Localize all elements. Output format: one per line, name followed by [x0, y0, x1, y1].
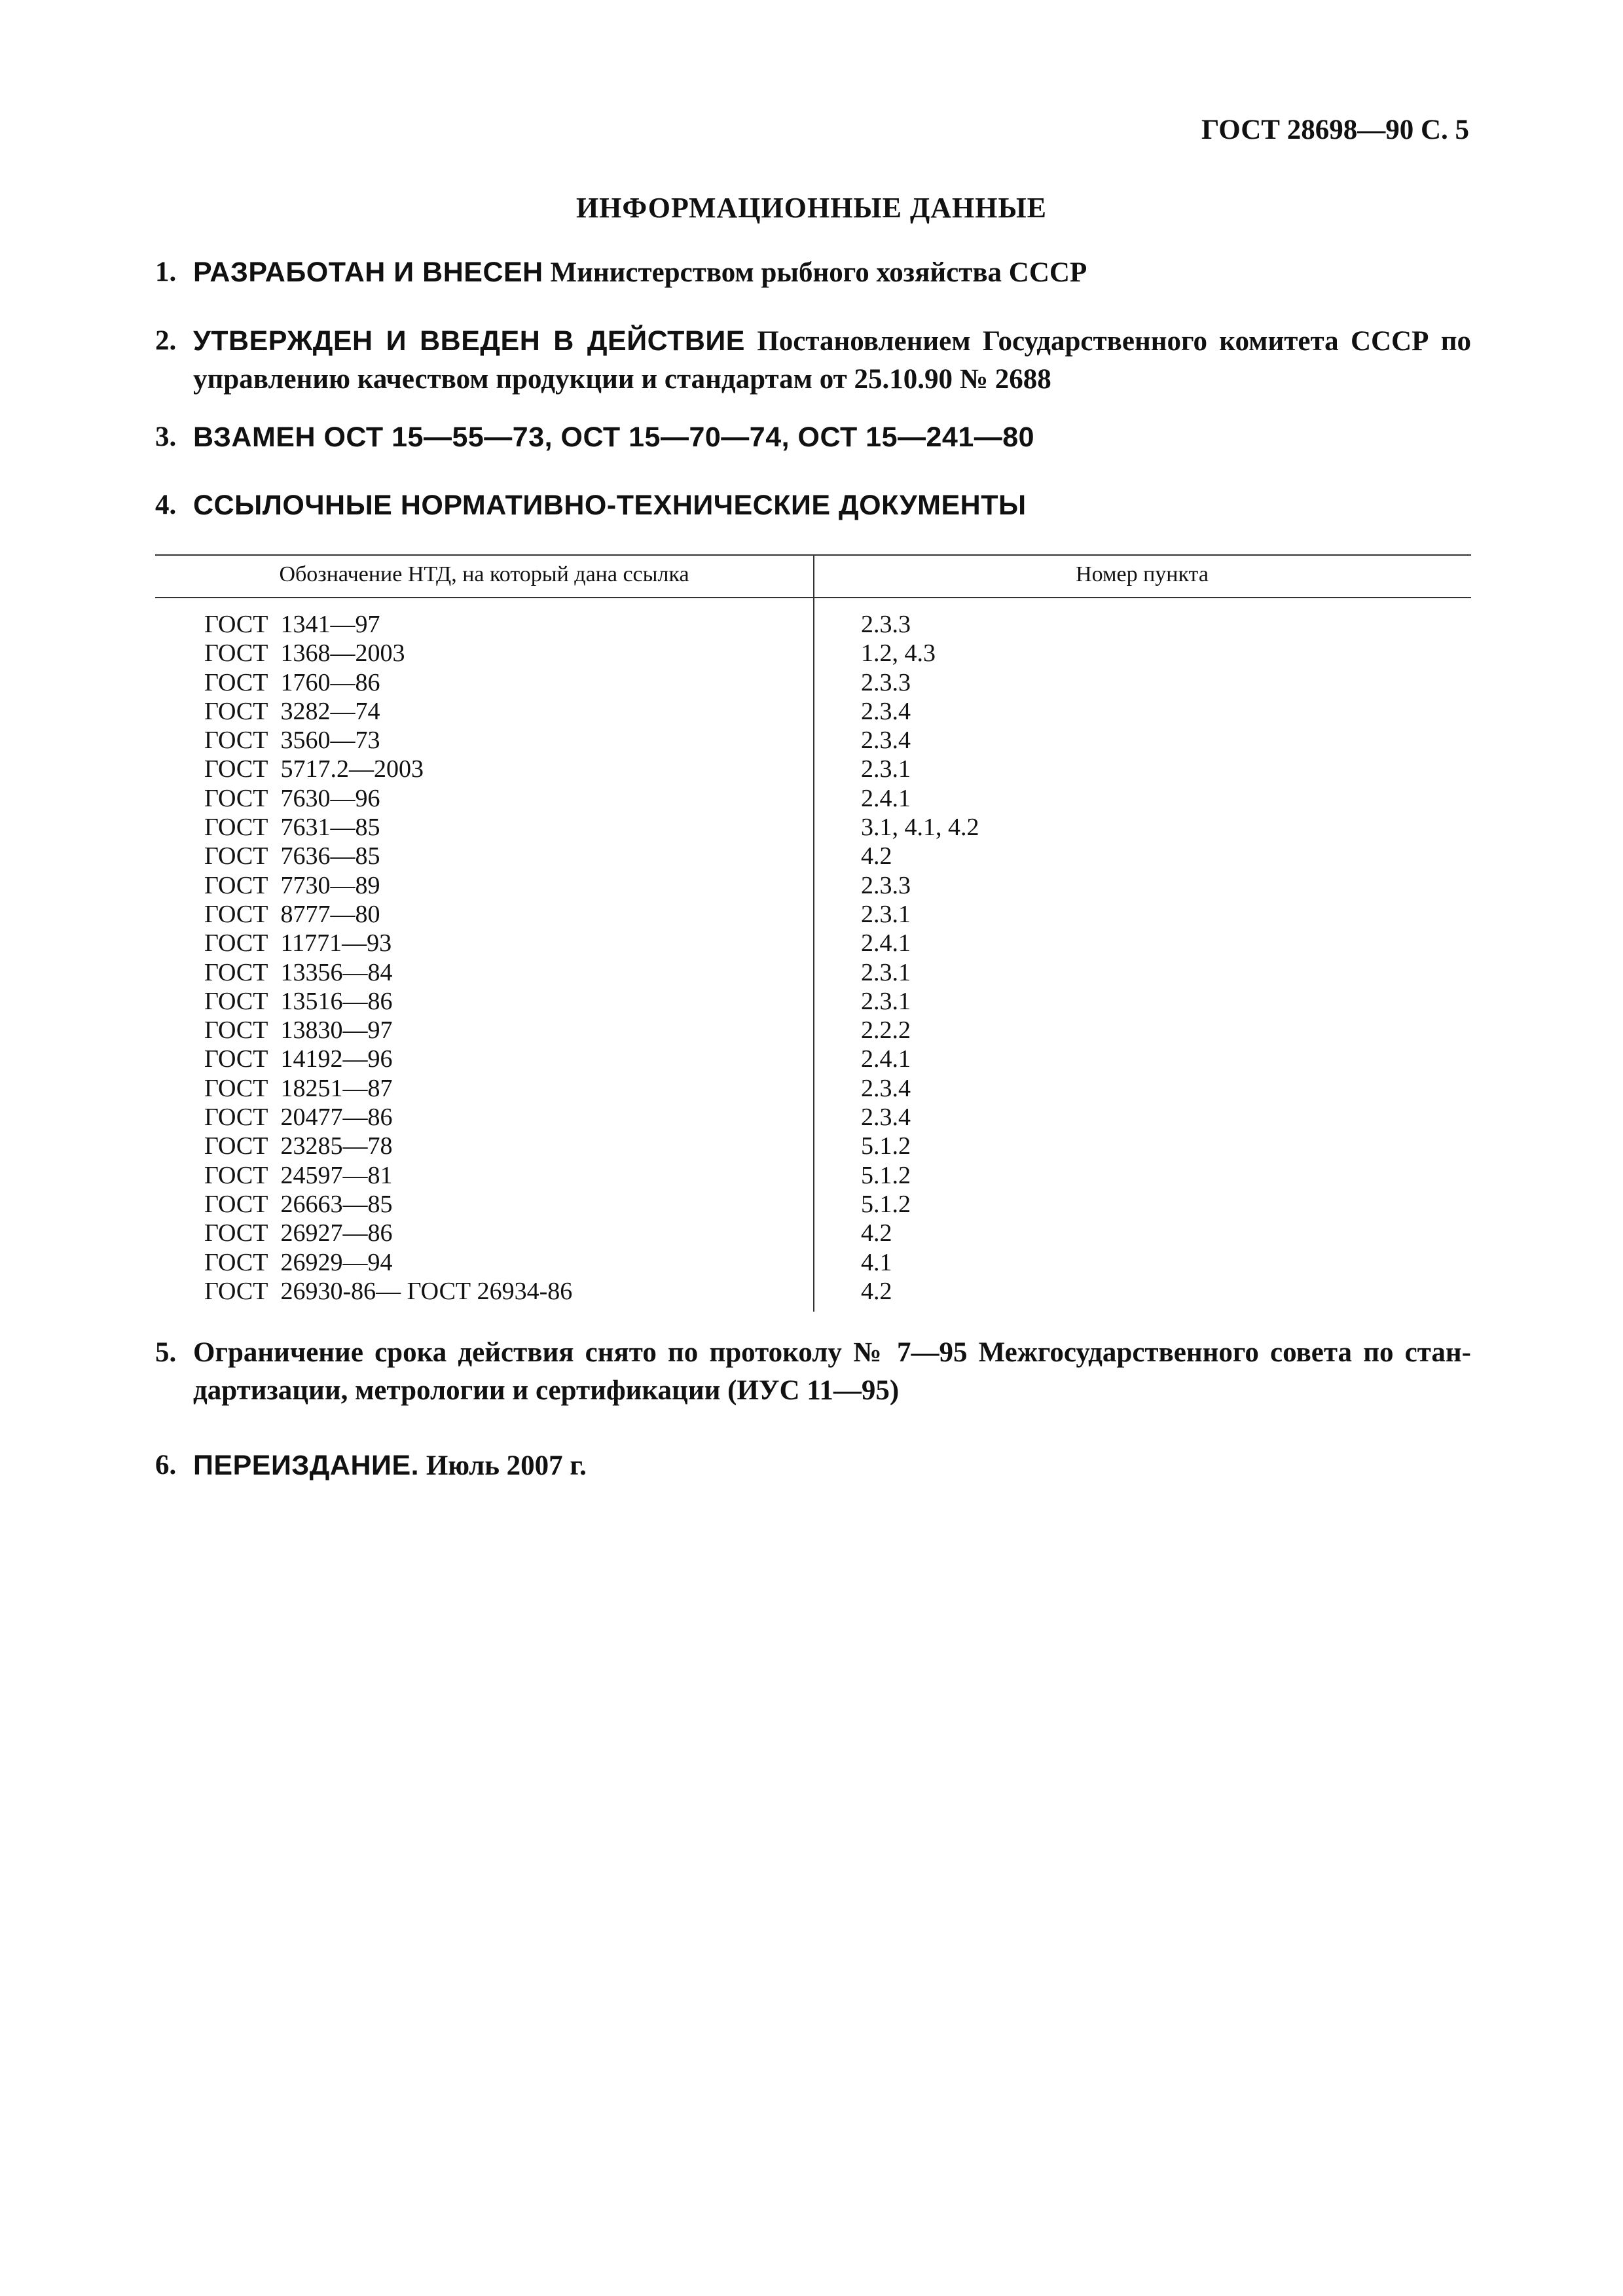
table-row — [155, 1132, 1471, 1160]
table-row — [155, 1248, 1471, 1277]
row-document: ГОСТ 1760—86 — [204, 668, 380, 696]
item-body — [193, 1446, 1471, 1485]
item-caps: РАЗРАБОТАН И ВНЕСЕН — [193, 257, 543, 288]
info-item-5 — [155, 1334, 1471, 1410]
row-document: ГОСТ 13516—86 — [204, 987, 393, 1015]
table-row — [155, 1277, 1471, 1306]
row-document: ГОСТ 18251—87 — [204, 1074, 393, 1102]
row-point: 2.3.3 — [861, 871, 911, 899]
column-header-document: Обозначение НТД, на который дана ссылка — [279, 562, 689, 586]
row-point: 2.3.4 — [861, 726, 911, 755]
info-item-2 — [155, 322, 1471, 399]
table-row — [155, 1103, 1471, 1132]
row-document: ГОСТ 7636—85 — [204, 842, 380, 870]
row-point: 5.1.2 — [861, 1132, 911, 1160]
table-row — [155, 755, 1471, 783]
item-body — [193, 253, 1471, 292]
row-document: ГОСТ 26663—85 — [204, 1190, 393, 1218]
table-row — [155, 1190, 1471, 1219]
row-document: ГОСТ 3560—73 — [204, 726, 380, 755]
table-row — [155, 900, 1471, 929]
row-document: ГОСТ 14192—96 — [204, 1045, 393, 1073]
page-header: ГОСТ 28698—90 С. 5 — [1201, 115, 1469, 145]
item-body — [193, 418, 1471, 457]
row-document: ГОСТ 1368—2003 — [204, 639, 405, 668]
row-document: ГОСТ 7730—89 — [204, 871, 380, 899]
item-body: Ограничение срока действия снято по протоколу № 7—95 Межгосударственного совета по стан-дартизации, метрологии и сертификации (ИУС 11—95) — [193, 1337, 1471, 1406]
item-text: Постановлением Государственного комитета СССР по управлению качеством продукции и стандартам от 25.10.90 № 2688 — [193, 326, 1471, 395]
table-row — [155, 1016, 1471, 1045]
table-row — [155, 639, 1471, 668]
row-document: ГОСТ 7630—96 — [204, 784, 380, 812]
row-point: 2.4.1 — [861, 929, 911, 958]
row-point: 2.3.1 — [861, 900, 911, 928]
column-header-point: Номер пункта — [1076, 562, 1209, 586]
row-document: ГОСТ 8777—80 — [204, 900, 380, 928]
row-point: 2.3.4 — [861, 1103, 911, 1132]
table-row — [155, 958, 1471, 987]
item-number: 1. — [155, 257, 177, 287]
row-document: ГОСТ 5717.2—2003 — [204, 755, 424, 783]
item-body — [193, 322, 1471, 399]
reference-documents-table — [155, 554, 1471, 1312]
table-row — [155, 1161, 1471, 1190]
table-row — [155, 610, 1471, 639]
table-row — [155, 1074, 1471, 1103]
table-row — [155, 726, 1471, 755]
item-body — [193, 486, 1471, 525]
row-point: 2.3.1 — [861, 958, 911, 986]
row-document: ГОСТ 26930-86— ГОСТ 26934-86 — [204, 1277, 573, 1305]
info-item-1 — [155, 253, 1471, 292]
row-point: 2.3.4 — [861, 697, 911, 725]
table-row — [155, 784, 1471, 813]
table-row — [155, 871, 1471, 900]
table-row — [155, 813, 1471, 842]
row-point: 5.1.2 — [861, 1161, 911, 1189]
row-point: 4.2 — [861, 1277, 892, 1305]
row-document: ГОСТ 24597—81 — [204, 1161, 393, 1189]
item-caps: ПЕРЕИЗДАНИЕ. — [193, 1450, 420, 1481]
table-row — [155, 1219, 1471, 1247]
item-number: 5. — [155, 1337, 177, 1368]
item-text: Июль 2007 г. — [419, 1450, 587, 1481]
table-row — [155, 1045, 1471, 1073]
row-point: 2.3.3 — [861, 611, 911, 638]
row-document: ГОСТ 7631—85 — [204, 814, 380, 842]
info-item-4 — [155, 486, 1471, 525]
row-point: 2.3.4 — [861, 1074, 911, 1102]
row-document: ГОСТ 26927—86 — [204, 1219, 393, 1247]
row-point: 4.1 — [861, 1248, 892, 1276]
row-document: ГОСТ 1341—97 — [204, 611, 380, 638]
table-row — [155, 842, 1471, 870]
table-row — [155, 668, 1471, 697]
table-body — [155, 610, 1471, 1306]
item-number: 4. — [155, 490, 177, 520]
item-number: 2. — [155, 325, 177, 356]
row-point: 2.3.3 — [861, 668, 911, 696]
row-document: ГОСТ 11771—93 — [204, 929, 392, 958]
row-point: 2.3.1 — [861, 987, 911, 1015]
row-point: 2.3.1 — [861, 755, 911, 783]
item-caps: УТВЕРЖДЕН И ВВЕДЕН В ДЕЙСТВИЕ — [193, 325, 745, 357]
row-point: 2.4.1 — [861, 784, 911, 812]
item-number: 3. — [155, 422, 177, 452]
row-point: 4.2 — [861, 842, 892, 870]
info-item-6 — [155, 1446, 1471, 1485]
table-row — [155, 929, 1471, 958]
item-caps: ВЗАМЕН ОСТ 15—55—73, ОСТ 15—70—74, ОСТ 15—241—80 — [193, 422, 1035, 453]
row-document: ГОСТ 3282—74 — [204, 697, 380, 725]
row-point: 1.2, 4.3 — [861, 639, 936, 668]
row-document: ГОСТ 20477—86 — [204, 1103, 393, 1132]
document-title: ИНФОРМАЦИОННЫЕ ДАННЫЕ — [575, 192, 1048, 224]
row-point: 5.1.2 — [861, 1190, 911, 1218]
row-point: 2.2.2 — [861, 1016, 911, 1045]
row-point: 2.4.1 — [861, 1045, 911, 1073]
table-row — [155, 987, 1471, 1016]
row-point: 3.1, 4.1, 4.2 — [861, 814, 979, 842]
row-document: ГОСТ 26929—94 — [204, 1248, 393, 1276]
row-point: 4.2 — [861, 1219, 892, 1247]
item-number: 6. — [155, 1450, 177, 1480]
info-item-3 — [155, 418, 1471, 457]
row-document: ГОСТ 23285—78 — [204, 1132, 393, 1160]
row-document: ГОСТ 13830—97 — [204, 1016, 393, 1045]
item-caps: ССЫЛОЧНЫЕ НОРМАТИВНО-ТЕХНИЧЕСКИЕ ДОКУМЕНТЫ — [193, 490, 1027, 521]
item-text: Министерством рыбного хозяйства СССР — [543, 257, 1087, 288]
table-row — [155, 697, 1471, 726]
row-document: ГОСТ 13356—84 — [204, 958, 393, 986]
